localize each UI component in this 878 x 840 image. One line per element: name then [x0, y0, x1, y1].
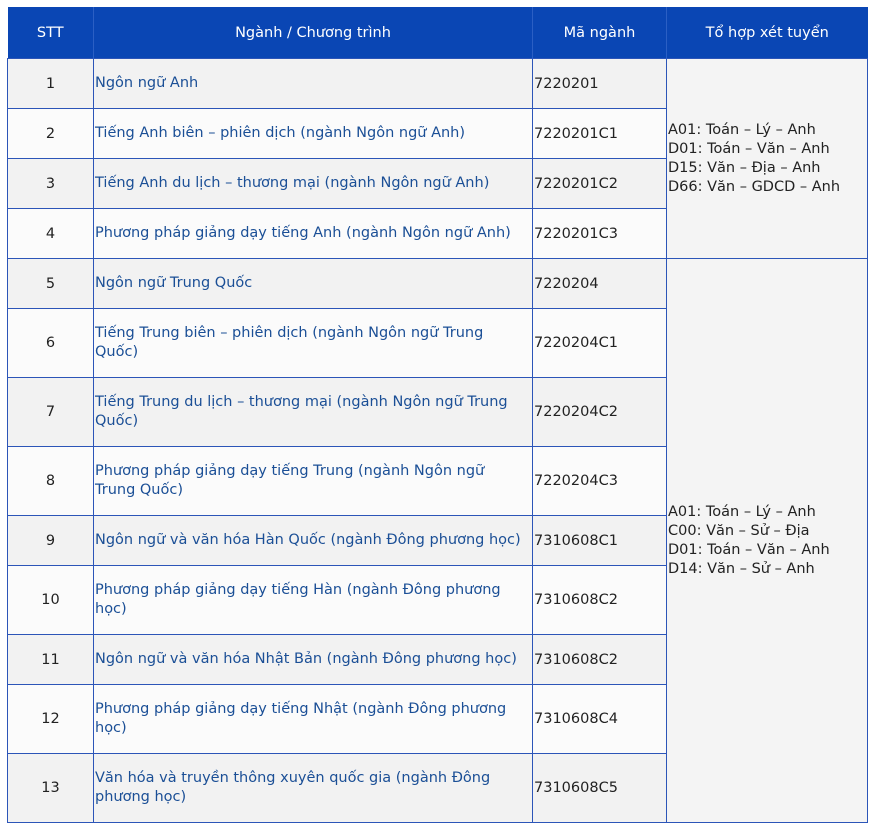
row-code: 7310608C2: [533, 635, 667, 685]
row-program: Phương pháp giảng dạy tiếng Hàn (ngành Đông phương học): [94, 566, 533, 635]
row-program: Phương pháp giảng dạy tiếng Anh (ngành Ngôn ngữ Anh): [94, 209, 533, 259]
combination-line: D66: Văn – GDCD – Anh: [668, 178, 841, 195]
row-program: Ngôn ngữ Trung Quốc: [94, 259, 533, 309]
header-row: [8, 7, 868, 59]
row-stt: 5: [8, 259, 94, 309]
row-code: 7310608C1: [533, 516, 667, 566]
combination-line: D01: Toán – Văn – Anh: [668, 541, 830, 558]
row-stt: 1: [8, 59, 94, 109]
combination-group-2: [667, 259, 868, 823]
row-stt: 9: [8, 516, 94, 566]
row-stt: 13: [8, 754, 94, 823]
row-program: Ngôn ngữ Anh: [94, 59, 533, 109]
admissions-table-container: [7, 7, 867, 823]
row-code: 7310608C4: [533, 685, 667, 754]
table-header: [8, 7, 868, 59]
header-stt: STT: [8, 7, 94, 59]
combination-line: A01: Toán – Lý – Anh: [668, 503, 816, 520]
row-code: 7220201C1: [533, 109, 667, 159]
row-code: 7220204C3: [533, 447, 667, 516]
table-row: [8, 59, 868, 109]
row-program: Tiếng Trung biên – phiên dịch (ngành Ngôn ngữ Trung Quốc): [94, 309, 533, 378]
header-combination: Tổ hợp xét tuyển: [667, 7, 868, 59]
combination-line: D01: Toán – Văn – Anh: [668, 140, 830, 157]
combination-line: D14: Văn – Sử – Anh: [668, 560, 815, 577]
row-program: Phương pháp giảng dạy tiếng Nhật (ngành Đông phương học): [94, 685, 533, 754]
row-program: Ngôn ngữ và văn hóa Nhật Bản (ngành Đông phương học): [94, 635, 533, 685]
table-body: [8, 59, 868, 823]
combination-line: A01: Toán – Lý – Anh: [668, 121, 816, 138]
row-stt: 11: [8, 635, 94, 685]
row-stt: 2: [8, 109, 94, 159]
table-row: [8, 259, 868, 309]
row-code: 7220204C1: [533, 309, 667, 378]
row-code: 7310608C2: [533, 566, 667, 635]
combination-group-1: [667, 59, 868, 259]
row-program: Văn hóa và truyền thông xuyên quốc gia (ngành Đông phương học): [94, 754, 533, 823]
row-stt: 6: [8, 309, 94, 378]
header-program: Ngành / Chương trình: [94, 7, 533, 59]
combination-line: D15: Văn – Địa – Anh: [668, 159, 821, 176]
row-code: 7220201C2: [533, 159, 667, 209]
row-program: Ngôn ngữ và văn hóa Hàn Quốc (ngành Đông phương học): [94, 516, 533, 566]
row-program: Tiếng Anh du lịch – thương mại (ngành Ngôn ngữ Anh): [94, 159, 533, 209]
row-program: Phương pháp giảng dạy tiếng Trung (ngành Ngôn ngữ Trung Quốc): [94, 447, 533, 516]
row-code: 7220204C2: [533, 378, 667, 447]
row-program: Tiếng Anh biên – phiên dịch (ngành Ngôn ngữ Anh): [94, 109, 533, 159]
row-code: 7220204: [533, 259, 667, 309]
row-stt: 12: [8, 685, 94, 754]
row-code: 7220201: [533, 59, 667, 109]
row-code: 7220201C3: [533, 209, 667, 259]
combination-line: C00: Văn – Sử – Địa: [668, 522, 810, 539]
row-stt: 7: [8, 378, 94, 447]
admissions-table: [7, 7, 868, 823]
row-stt: 8: [8, 447, 94, 516]
row-program: Tiếng Trung du lịch – thương mại (ngành Ngôn ngữ Trung Quốc): [94, 378, 533, 447]
row-stt: 4: [8, 209, 94, 259]
row-stt: 3: [8, 159, 94, 209]
header-code: Mã ngành: [533, 7, 667, 59]
row-code: 7310608C5: [533, 754, 667, 823]
row-stt: 10: [8, 566, 94, 635]
